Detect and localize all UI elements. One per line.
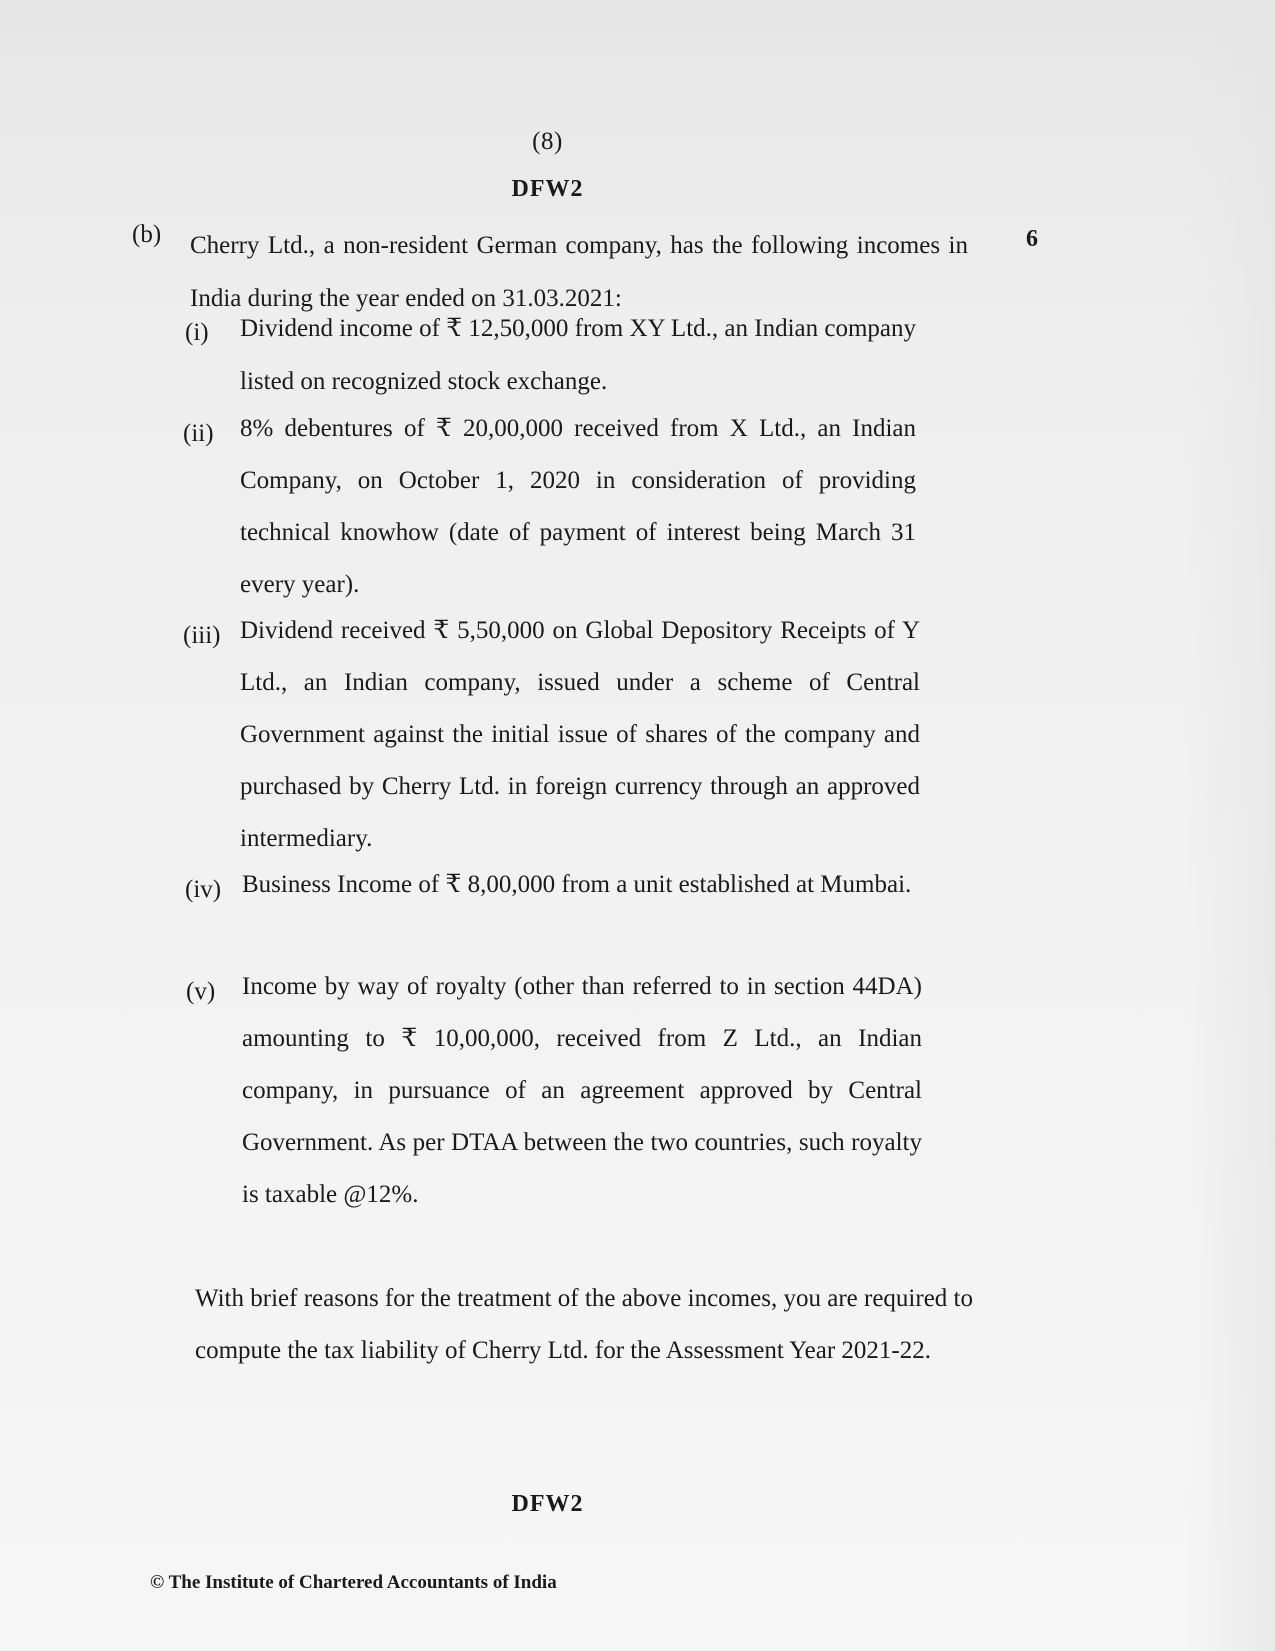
item-text-iv: Business Income of ₹ 8,00,000 from a unit established at Mumbai. — [242, 871, 912, 898]
paper-code-footer: DFW2 — [511, 1491, 584, 1517]
paper-code-header: DFW2 — [511, 176, 584, 202]
item-label-ii: (ii) — [183, 420, 214, 447]
item-label-iv: (iv) — [185, 876, 222, 903]
item-text-i: Dividend income of ₹ 12,50,000 from XY Ltd., an Indian company listed on recognized stock exchange. — [240, 315, 916, 395]
item-label-iii: (iii) — [183, 622, 221, 649]
question-marks: 6 — [1026, 226, 1038, 252]
item-label-v: (v) — [186, 978, 216, 1005]
item-text-ii: 8% debentures of ₹ 20,00,000 received from X Ltd., an Indian Company, on October 1, 2020 in consideration of providing technical knowhow (date of payment of interest being March 31 every year). — [240, 415, 916, 598]
item-text-v: Income by way of royalty (other than referred to in section 44DA) amounting to ₹ 10,00,000, received from Z Ltd., an Indian company, in pursuance of an agreement approved by Central Government. As per DTAA between the two countries, such royalty is taxable @12%. — [242, 973, 922, 1208]
question-closing-instruction: With brief reasons for the treatment of the above incomes, you are required to compute the tax liability of Cherry Ltd. for the Assessment Year 2021-22. — [195, 1285, 973, 1364]
question-label: (b) — [132, 221, 162, 248]
item-text-iii: Dividend received ₹ 5,50,000 on Global Depository Receipts of Y Ltd., an Indian company, issued under a scheme of Central Government against the initial issue of shares of the company and purchased by Cherry Ltd. in foreign currency through an approved intermediary. — [240, 617, 920, 852]
copyright-notice: © The Institute of Chartered Accountants of India — [150, 1572, 557, 1593]
page-edge-shadow — [1185, 0, 1275, 1651]
page-number: (8) — [532, 128, 563, 155]
item-label-i: (i) — [185, 319, 209, 346]
question-stem: Cherry Ltd., a non-resident German company, has the following incomes in India during the year ended on 31.03.2021: — [190, 232, 968, 312]
